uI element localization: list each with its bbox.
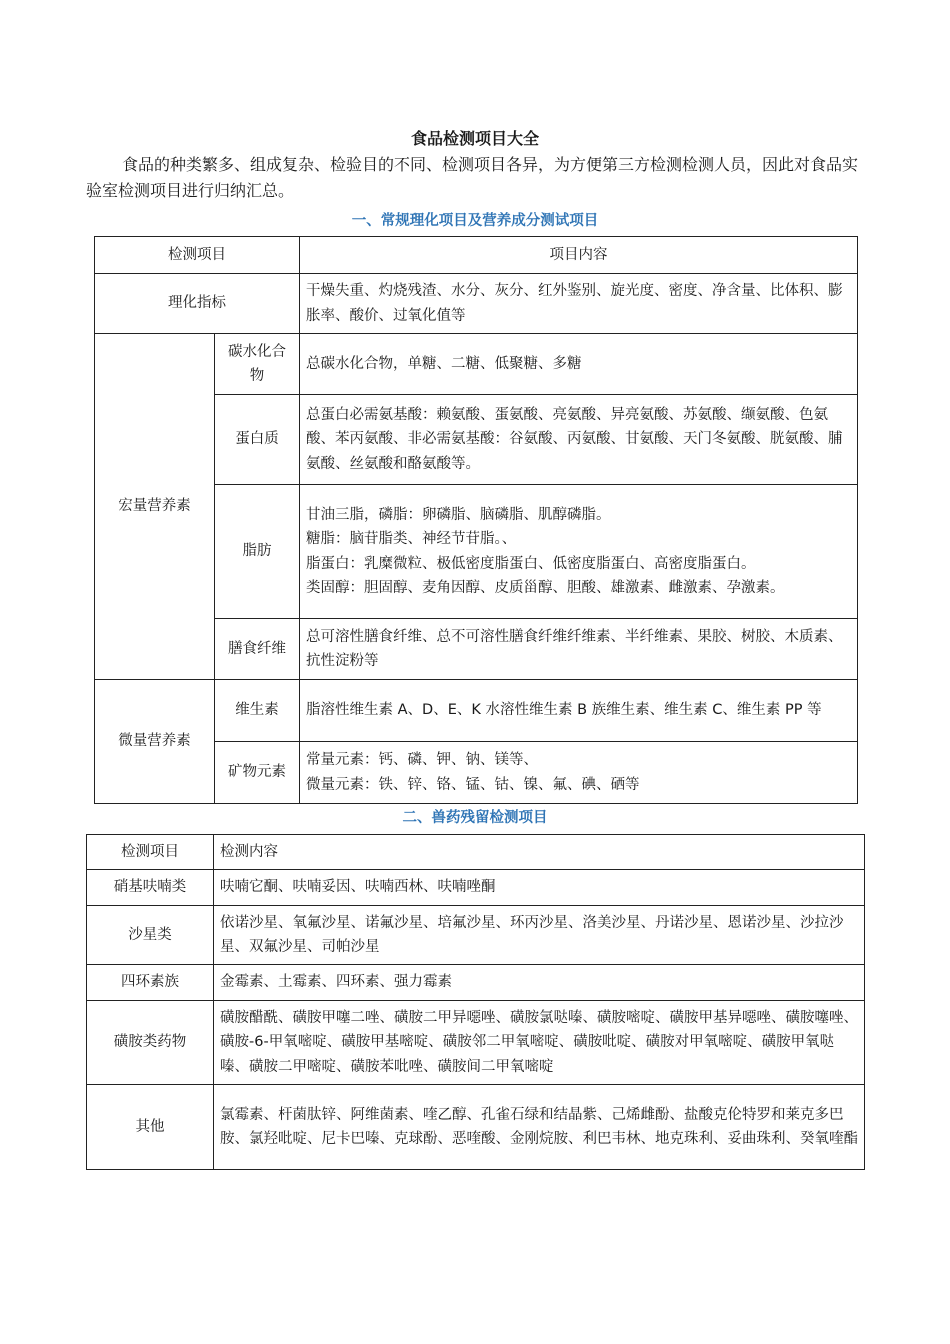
- row-sublabel: 膳食纤维: [215, 619, 300, 680]
- row-content: 氯霉素、杆菌肽锌、阿维菌素、喹乙醇、孔雀石绿和结晶紫、己烯雌酚、盐酸克伦特罗和莱克多巴胺、氯羟吡啶、尼卡巴嗪、克球酚、恶喹酸、金刚烷胺、利巴韦林、地克珠利、妥曲珠利、癸氧喹酯: [214, 1085, 865, 1170]
- table-header-row: [95, 237, 858, 274]
- header-content: 检测内容: [214, 835, 865, 870]
- table-row: [87, 870, 865, 906]
- group-label-micro: 微量营养素: [95, 680, 215, 804]
- row-sublabel: 矿物元素: [215, 742, 300, 804]
- header-item: 检测项目: [95, 237, 300, 274]
- group-label-macro: 宏量营养素: [95, 334, 215, 680]
- intro-paragraph: 食品的种类繁多、组成复杂、检验目的不同、检测项目各异，为方便第三方检测检测人员，因此对食品实验室检测项目进行归纳汇总。: [86, 155, 859, 200]
- nutrition-table: [94, 236, 858, 804]
- row-label: 磺胺类药物: [87, 1001, 214, 1085]
- row-content: 干燥失重、灼烧残渣、水分、灰分、红外鉴别、旋光度、密度、净含量、比体积、膨胀率、酸价、过氧化值等: [300, 274, 858, 334]
- row-label: 硝基呋喃类: [87, 870, 214, 906]
- table-row: [95, 274, 858, 334]
- vet-drug-table: [86, 834, 865, 1170]
- row-content: [300, 742, 858, 804]
- table-row: [95, 680, 858, 742]
- row-content: 依诺沙星、氧氟沙星、诺氟沙星、培氟沙星、环丙沙星、洛美沙星、丹诺沙星、恩诺沙星、沙拉沙星、双氟沙星、司帕沙星: [214, 906, 865, 965]
- row-content: 金霉素、土霉素、四环素、强力霉素: [214, 965, 865, 1001]
- table-row: [87, 1085, 865, 1170]
- row-sublabel: 碳水化合物: [215, 334, 300, 395]
- row-content: 呋喃它酮、呋喃妥因、呋喃西林、呋喃唑酮: [214, 870, 865, 906]
- row-sublabel: 维生素: [215, 680, 300, 742]
- row-label: 理化指标: [95, 274, 300, 334]
- table-row: [87, 965, 865, 1001]
- row-content: [300, 485, 858, 619]
- row-content: 总可溶性膳食纤维、总不可溶性膳食纤维纤维素、半纤维素、果胶、树胶、木质素、抗性淀粉等: [300, 619, 858, 680]
- row-content: 磺胺醋酰、磺胺甲噻二唑、磺胺二甲异噁唑、磺胺氯哒嗪、磺胺嘧啶、磺胺甲基异噁唑、磺胺噻唑、磺胺-6-甲氧嘧啶、磺胺甲基嘧啶、磺胺邻二甲氧嘧啶、磺胺吡啶、磺胺对甲氧嘧啶、磺胺甲氧哒嗪、磺胺二甲嘧啶、磺胺苯吡唑、磺胺间二甲氧嘧啶: [214, 1001, 865, 1085]
- table-header-row: [87, 835, 865, 870]
- header-item: 检测项目: [87, 835, 214, 870]
- row-label: 其他: [87, 1085, 214, 1170]
- row-label: 沙星类: [87, 906, 214, 965]
- section1-title: 一、常规理化项目及营养成分测试项目: [351, 213, 599, 229]
- document-title: 食品检测项目大全: [410, 129, 539, 148]
- row-sublabel: 蛋白质: [215, 395, 300, 485]
- row-sublabel: 脂肪: [215, 485, 300, 619]
- content-line: 微量元素：铁、锌、铬、锰、钴、镍、氟、碘、硒等: [306, 776, 640, 793]
- content-line: 甘油三脂，磷脂：卵磷脂、脑磷脂、肌醇磷脂。: [306, 506, 611, 523]
- content-line: 类固醇：胆固醇、麦角因醇、皮质甾醇、胆酸、雄激素、雌激素、孕激素。: [306, 580, 785, 596]
- table-row: [95, 334, 858, 395]
- content-line: 常量元素：钙、磷、钾、钠、镁等、: [306, 752, 538, 768]
- row-content: 总蛋白必需氨基酸：赖氨酸、蛋氨酸、亮氨酸、异亮氨酸、苏氨酸、缬氨酸、色氨酸、苯丙氨酸、非必需氨基酸：谷氨酸、丙氨酸、甘氨酸、天门冬氨酸、胱氨酸、脯氨酸、丝氨酸和酪氨酸等。: [300, 395, 858, 485]
- table-row: [87, 906, 865, 965]
- content-line: 脂蛋白：乳糜微粒、极低密度脂蛋白、低密度脂蛋白、高密度脂蛋白。: [306, 555, 756, 572]
- header-content: 项目内容: [300, 237, 858, 274]
- row-content: 脂溶性维生素 A、D、E、K 水溶性维生素 B 族维生素、维生素 C、维生素 PP 等: [300, 680, 858, 742]
- row-label: 四环素族: [87, 965, 214, 1001]
- section2-title: 二、兽药残留检测项目: [402, 810, 548, 826]
- table-row: [87, 1001, 865, 1085]
- content-line: 糖脂：脑苷脂类、神经节苷脂。、: [306, 531, 517, 547]
- row-content: 总碳水化合物，单糖、二糖、低聚糖、多糖: [300, 334, 858, 395]
